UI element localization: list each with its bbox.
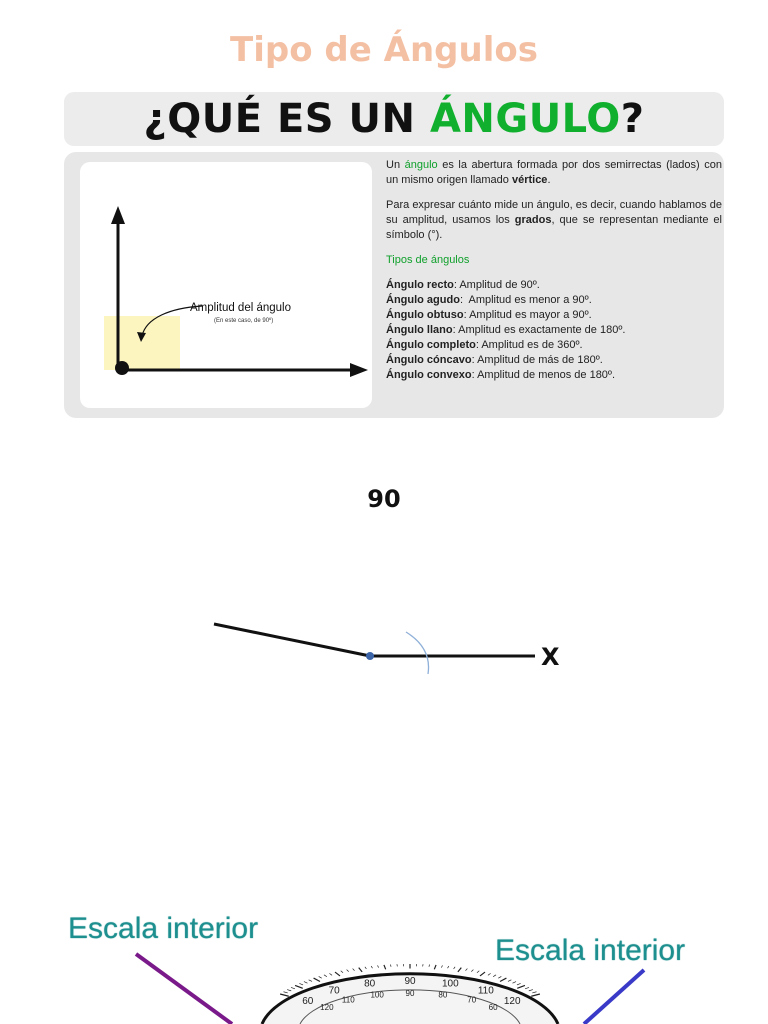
measure-paragraph xyxy=(386,198,726,243)
angle-diagram xyxy=(80,162,372,408)
protractor-tick xyxy=(390,965,391,967)
protractor-tick xyxy=(371,966,372,968)
angle-ray-left xyxy=(214,624,370,656)
page-title: Tipo de Ángulos xyxy=(230,30,538,70)
angle-type-item xyxy=(386,353,722,368)
angle-arc xyxy=(406,632,429,674)
angle-type-desc: : Amplitud es mayor a 90º. xyxy=(463,309,592,321)
protractor-outer-number: 60 xyxy=(302,996,314,1007)
protractor-tick xyxy=(353,969,355,971)
protractor-tick xyxy=(347,970,349,972)
protractor-tick xyxy=(365,967,367,969)
degrees-word: grados xyxy=(514,214,552,226)
angle-type-desc: : Amplitud es menor a 90º. xyxy=(459,294,592,306)
right-angle-diagram xyxy=(80,162,372,408)
protractor-outer-number: 70 xyxy=(328,985,340,997)
protractor-tick xyxy=(517,983,521,985)
types-title: Tipos de ángulos xyxy=(386,254,470,266)
protractor-tick xyxy=(454,967,456,969)
vertex-point xyxy=(115,361,129,375)
question-prefix: ¿QUÉ ES UN xyxy=(143,96,430,142)
protractor-tick xyxy=(384,965,386,969)
angle-type-desc: : Amplitud es de 360º. xyxy=(475,339,583,351)
infographic-body xyxy=(64,152,724,418)
angle-vertex xyxy=(366,652,374,660)
protractor-tick xyxy=(324,975,327,977)
protractor-tick xyxy=(488,973,491,975)
protractor-inner-number: 60 xyxy=(488,1003,498,1012)
protractor-inner-number: 70 xyxy=(467,995,477,1005)
protractor-tick xyxy=(531,994,540,996)
protractor-outer-number: 120 xyxy=(503,996,521,1007)
protractor-tick xyxy=(529,990,533,991)
left-pointer-line xyxy=(136,954,232,1024)
protractor-outer-number: 80 xyxy=(364,978,376,990)
protractor-tick xyxy=(429,965,430,967)
angle-type-desc: : Amplitud de 90º. xyxy=(453,279,540,291)
question-highlight: ÁNGULO xyxy=(429,96,621,142)
protractor-tick xyxy=(458,968,461,972)
scale-label-right: Escala interior xyxy=(495,934,686,967)
protractor-tick xyxy=(477,971,479,973)
protractor-tick xyxy=(329,973,332,975)
protractor-tick xyxy=(319,976,322,978)
protractor-tick xyxy=(448,966,449,968)
protractor-tick xyxy=(291,987,295,988)
protractor-tick xyxy=(299,983,303,985)
angle-type-item xyxy=(386,293,722,308)
angle-word: ángulo xyxy=(404,159,438,171)
protractor-tick xyxy=(280,994,289,996)
protractor-tick xyxy=(335,972,340,976)
amplitude-note: (En este caso, de 90º) xyxy=(214,318,274,324)
angle-type-name: Ángulo recto xyxy=(386,279,454,291)
protractor-tick xyxy=(309,980,312,982)
protractor-tick xyxy=(465,969,467,971)
protractor-inner-number: 120 xyxy=(320,1003,334,1012)
x-axis-label: X xyxy=(541,643,560,671)
angle-type-item xyxy=(386,338,722,353)
angle-type-name: Ángulo cóncavo xyxy=(386,354,472,366)
protractor-tick xyxy=(525,987,529,988)
protractor-tick xyxy=(498,976,501,978)
protractor-tick xyxy=(517,985,525,988)
definition-part-2: es la abertura formada por dos semirrectas (lados) con un mismo origen llamado xyxy=(386,159,726,186)
protractor-tick xyxy=(500,978,506,981)
angle-type-name: Ángulo convexo xyxy=(386,369,472,381)
scale-label-left: Escala interior xyxy=(68,912,259,945)
protractor-inner-number: 100 xyxy=(370,990,384,1000)
angle-type-item xyxy=(386,323,722,338)
protractor-tick xyxy=(287,990,291,991)
protractor-inner-number: 110 xyxy=(341,995,355,1005)
angle-value: 90 xyxy=(367,485,401,513)
definition-paragraph xyxy=(386,158,726,188)
horizontal-arrowhead xyxy=(350,363,368,377)
protractor-tick xyxy=(532,992,536,993)
angle-type-desc: : Amplitud es exactamente de 180º. xyxy=(452,324,626,336)
protractor-tick xyxy=(304,982,308,984)
protractor-tick xyxy=(378,965,379,967)
angle-type-item xyxy=(386,308,722,323)
angle-type-name: Ángulo llano xyxy=(386,324,453,336)
protractor-illustration xyxy=(0,940,768,1024)
angle-type-desc: : Amplitud de menos de 180º. xyxy=(471,369,616,381)
question-suffix: ? xyxy=(620,96,645,142)
protractor-tick xyxy=(295,985,303,988)
protractor-tick xyxy=(441,965,442,967)
protractor-tick xyxy=(283,992,287,993)
vertical-arrowhead xyxy=(111,206,125,224)
angle-types-list xyxy=(386,278,722,383)
right-pointer-line xyxy=(584,970,644,1024)
protractor-tick xyxy=(359,968,362,972)
question-banner xyxy=(64,92,724,146)
protractor-tick xyxy=(341,971,343,973)
angle-definition-text xyxy=(386,158,726,383)
angle-infographic xyxy=(64,90,724,420)
amplitude-highlight xyxy=(104,316,180,370)
angle-type-desc: : Amplitud de más de 180º. xyxy=(471,354,603,366)
protractor-outer-number: 90 xyxy=(404,976,416,987)
definition-part-3: . xyxy=(547,174,551,186)
angle-type-name: Ángulo obtuso xyxy=(386,309,464,321)
protractor-tick xyxy=(480,972,485,976)
protractor-tick xyxy=(434,965,436,969)
protractor-tick xyxy=(513,982,517,984)
protractor-outer-number: 100 xyxy=(442,978,459,990)
vertex-word: vértice xyxy=(511,174,548,186)
measure-part-2: , que se representan mediante el símbolo (°). xyxy=(386,214,722,241)
measure-part-1: Para expresar cuánto mide un ángulo, es decir, cuando hablamos de su amplitud, usamos los xyxy=(386,199,726,226)
angle-type-name: Ángulo agudo xyxy=(386,294,460,306)
protractor-outer-number: 110 xyxy=(477,985,494,997)
protractor-tick xyxy=(471,970,473,972)
definition-part-1: Un xyxy=(386,159,405,171)
amplitude-label: Amplitud del ángulo xyxy=(190,302,292,314)
protractor-tick xyxy=(508,980,511,982)
protractor-inner-number: 80 xyxy=(438,990,448,1000)
angle-type-name: Ángulo completo xyxy=(386,339,476,351)
angle-drawing xyxy=(0,600,768,690)
protractor-tick xyxy=(493,975,496,977)
protractor-tick xyxy=(314,978,320,981)
angle-type-item xyxy=(386,278,722,293)
angle-type-item xyxy=(386,368,722,383)
protractor-inner-number: 90 xyxy=(405,989,415,998)
